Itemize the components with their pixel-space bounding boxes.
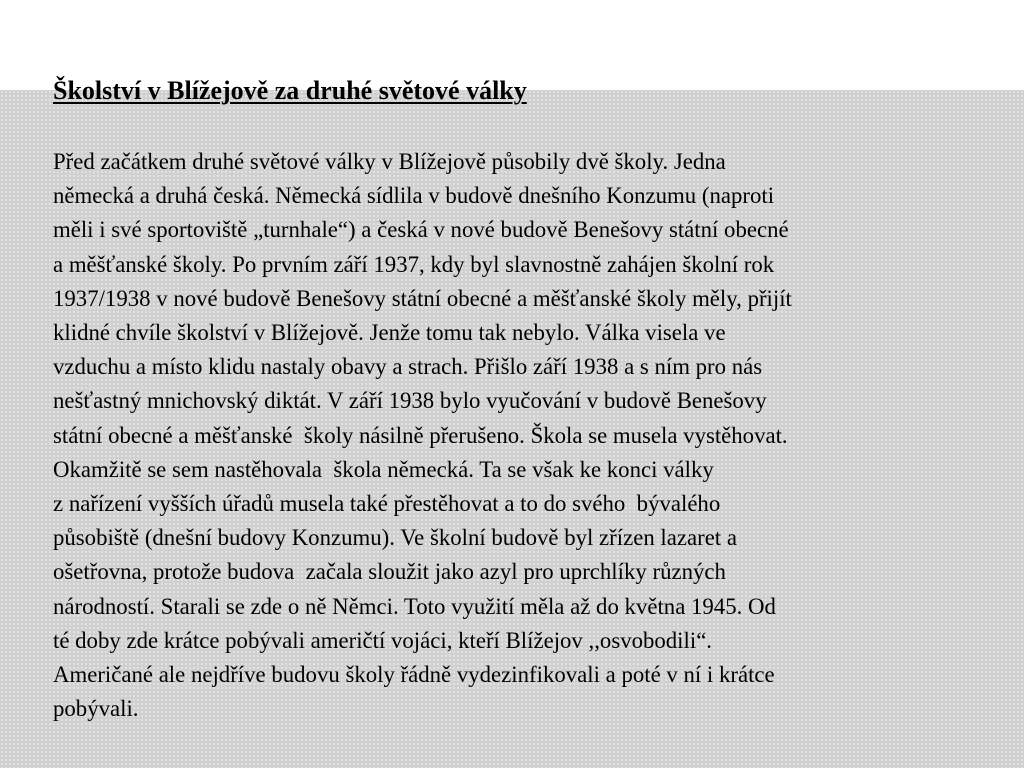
text-line: měli i své sportoviště „turnhale“) a česká v nové budově Benešovy státní obecné: [53, 217, 789, 243]
text-line: nešťastný mnichovský diktát. V září 1938 bylo vyučování v budově Benešovy: [53, 388, 767, 414]
text-line: Před začátkem druhé světové války v Blížejově působily dvě školy. Jedna: [53, 149, 726, 174]
text-line: z nařízení vyšších úřadů musela také přestěhovat a to do svého bývalého: [53, 491, 721, 517]
text-line: 1937/1938 v nové budově Benešovy státní obecné a měšťanské školy měly, přijít: [53, 285, 792, 311]
text-line: působiště (dnešní budovy Konzumu). Ve školní budově byl zřízen lazaret a: [53, 525, 737, 551]
text-line: té doby zde krátce pobývali američtí vojáci, kteří Blížejov ,,osvobodili“.: [53, 627, 713, 653]
text-line: Američané ale nejdříve budovu školy řádně vydezinfikovali a poté v ní i krátce: [53, 662, 775, 688]
slide-title: Školství v Blížejově za druhé světové války: [53, 76, 527, 105]
text-line: státní obecné a měšťanské školy násilně přerušeno. Škola se musela vystěhovat.: [53, 422, 788, 448]
text-line: Okamžitě se sem nastěhovala škola německá. Ta se však ke konci války: [53, 456, 714, 482]
text-line: pobývali.: [53, 696, 139, 722]
text-line: národností. Starali se zde o ně Němci. Toto využití měla až do května 1945. Od: [53, 593, 776, 619]
text-line: a měšťanské školy. Po prvním září 1937, kdy byl slavnostně zahájen školní rok: [53, 251, 775, 277]
text-line: německá a druhá česká. Německá sídlila v budově dnešního Konzumu (naproti: [53, 183, 775, 209]
text-line: klidné chvíle školství v Blížejově. Jenže tomu tak nebylo. Válka visela ve: [53, 320, 726, 346]
text-line: vzduchu a místo klidu nastaly obavy a strach. Přišlo září 1938 a s ním pro nás: [53, 354, 763, 380]
body-text: [53, 145, 983, 726]
text-line: ošetřovna, protože budova začala sloužit jako azyl pro uprchlíky různých: [53, 559, 726, 585]
